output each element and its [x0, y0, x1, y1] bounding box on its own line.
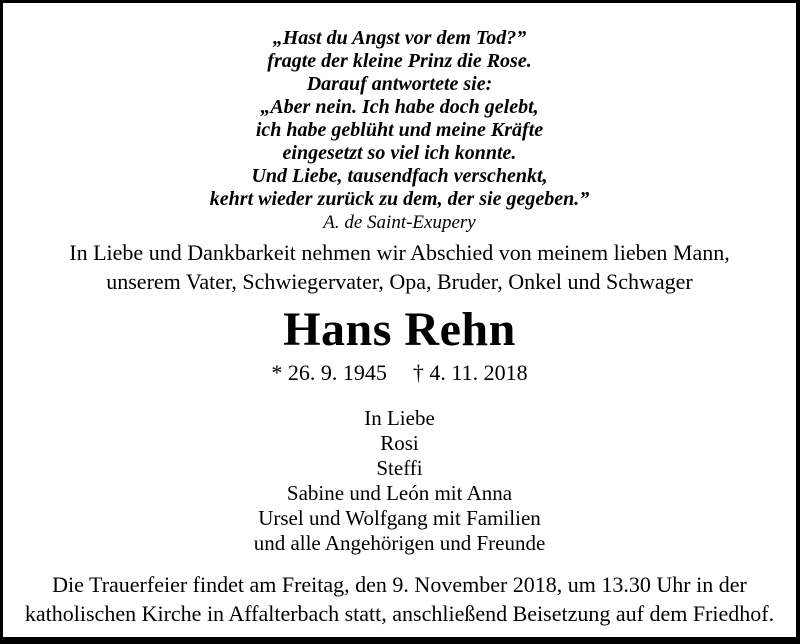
poem-line: „Aber nein. Ich habe doch gelebt, [260, 96, 539, 118]
poem-attribution: A. de Saint-Exupery [323, 212, 476, 233]
poem-line: Und Liebe, tausendfach verschenkt, [251, 165, 548, 187]
farewell-intro [3, 238, 796, 296]
mourner-line: Steffi [376, 456, 423, 480]
poem-line: fragte der kleine Prinz die Rose. [267, 50, 532, 72]
poem-line: eingesetzt so viel ich konnte. [282, 142, 517, 164]
mourner-line: Ursel und Wolfgang mit Familien [258, 506, 541, 530]
deceased-name: Hans Rehn [283, 303, 516, 356]
life-dates [3, 360, 796, 386]
mourner-line: In Liebe [364, 406, 435, 430]
poem-quote [3, 27, 796, 234]
mourner-line: Rosi [380, 431, 419, 455]
service-line: Die Trauerfeier findet am Freitag, den 9. November 2018, um 13.30 Uhr in der [52, 572, 747, 597]
service-line: katholischen Kirche in Affalterbach statt, anschließend Beisetzung auf dem Friedhof. [24, 601, 775, 626]
intro-line: In Liebe und Dankbarkeit nehmen wir Abschied von meinem lieben Mann, [69, 240, 730, 265]
birth-date: * 26. 9. 1945 [271, 360, 387, 385]
poem-line: kehrt wieder zurück zu dem, der sie gegeben.” [209, 188, 590, 210]
mourners-list [3, 406, 796, 556]
intro-line: unserem Vater, Schwiegervater, Opa, Bruder, Onkel und Schwager [106, 269, 693, 294]
poem-line: „Hast du Angst vor dem Tod?” [272, 27, 527, 49]
poem-line: Darauf antwortete sie: [306, 73, 493, 95]
mourner-line: und alle Angehörigen und Freunde [253, 531, 546, 555]
poem-line: ich habe geblüht und meine Kräfte [255, 119, 544, 141]
service-info [3, 570, 796, 628]
death-date: † 4. 11. 2018 [412, 360, 528, 385]
mourner-line: Sabine und León mit Anna [286, 481, 513, 505]
